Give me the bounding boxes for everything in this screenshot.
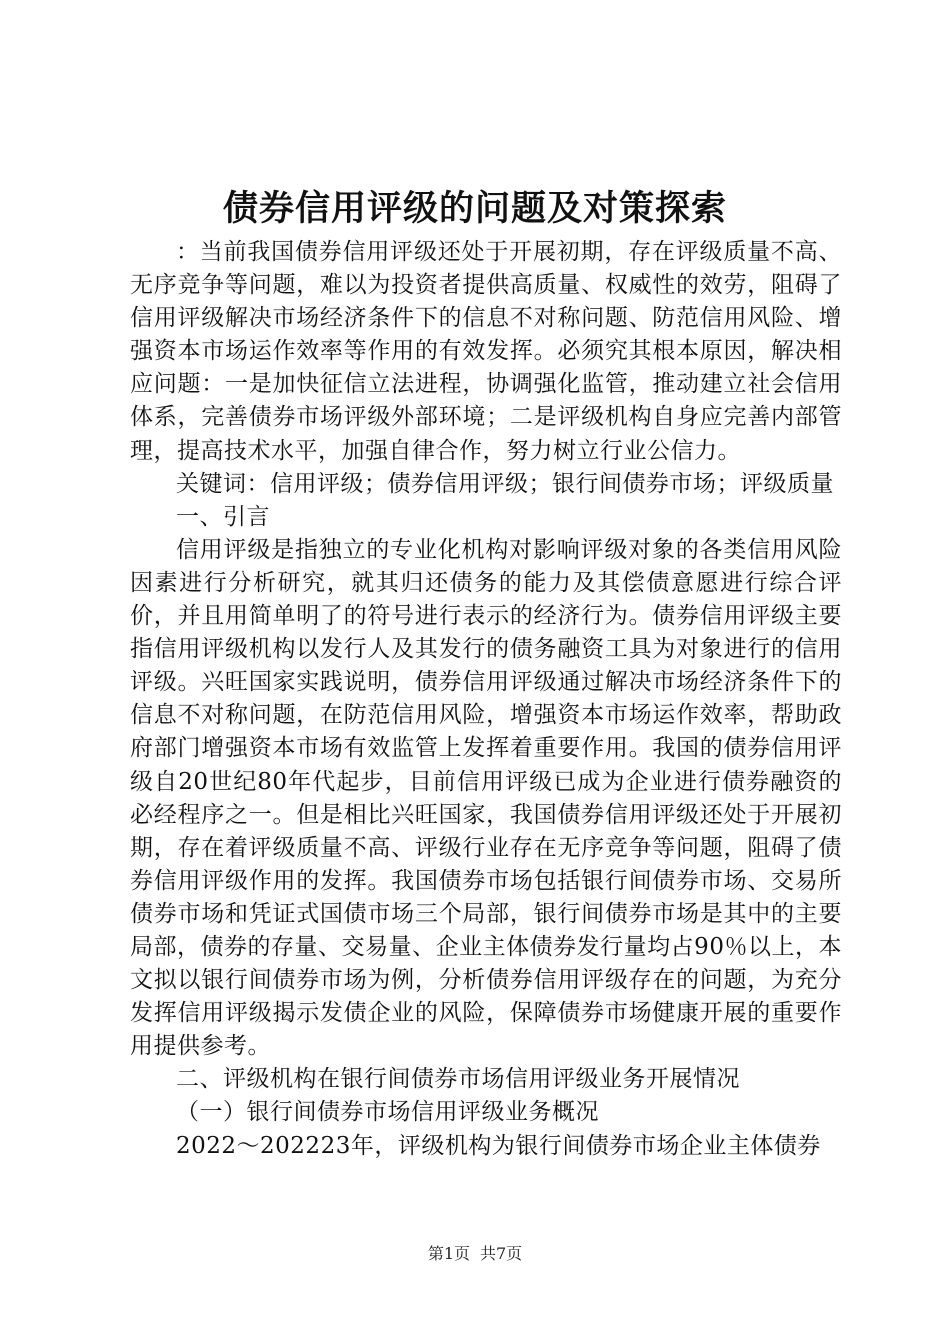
- document-title: 债券信用评级的问题及对策探索: [222, 188, 727, 229]
- document-body: [130, 236, 842, 1163]
- section-heading-introduction: 一、引言: [176, 503, 270, 530]
- page-footer: [0, 1243, 950, 1265]
- keywords-paragraph: 关键词：信用评级；债券信用评级；银行间债券市场；评级质量: [176, 470, 834, 497]
- page-total: 共7页: [480, 1244, 523, 1263]
- section-heading-rating-business: 二、评级机构在银行间债券市场信用评级业务开展情况: [176, 1066, 740, 1093]
- abstract-paragraph: ：当前我国债券信用评级还处于开展初期，存在评级质量不高、无序竞争等问题，难以为投资者提供高质量、权威性的效劳，阻碍了信用评级解决市场经济条件下的信息不对称问题、防范信用风险、增强资本市场运作效率等作用的有效发挥。必须究其根本原因，解决相应问题：一是加快征信立法进程，协调强化监管，推动建立社会信用体系，完善债券市场评级外部环境；二是评级机构自身应完善内部管理，提高技术水平，加强自律合作，努力树立行业公信力。: [130, 239, 842, 464]
- subsection-heading-overview: （一）银行间债券市场信用评级业务概况: [176, 1099, 599, 1126]
- page-number: 第1页: [427, 1244, 470, 1263]
- overview-paragraph: 2022～202223年，评级机构为银行间债券市场企业主体债券: [176, 1132, 821, 1159]
- introduction-paragraph: 信用评级是指独立的专业化机构对影响评级对象的各类信用风险因素进行分析研究，就其归还债务的能力及其偿债意愿进行综合评价，并且用简单明了的符号进行表示的经济行为。债券信用评级主要指信用评级机构以发行人及其发行的债务融资工具为对象进行的信用评级。兴旺国家实践说明，债券信用评级通过解决市场经济条件下的信息不对称问题，在防范信用风险，增强资本市场运作效率，帮助政府部门增强资本市场有效监管上发挥着重要作用。我国的债券信用评级自20世纪80年代起步，目前信用评级已成为企业进行债券融资的必经程序之一。但是相比兴旺国家，我国债券信用评级还处于开展初期，存在着评级质量不高、评级行业存在无序竞争等问题，阻碍了债券信用评级作用的发挥。我国债券市场包括银行间债券市场、交易所债券市场和凭证式国债市场三个局部，银行间债券市场是其中的主要局部，债券的存量、交易量、企业主体债券发行量均占90％以上，本文拟以银行间债券市场为例，分析债券信用评级存在的问题，为充分发挥信用评级揭示发债企业的风险，保障债券市场健康开展的重要作用提供参考。: [130, 536, 842, 1060]
